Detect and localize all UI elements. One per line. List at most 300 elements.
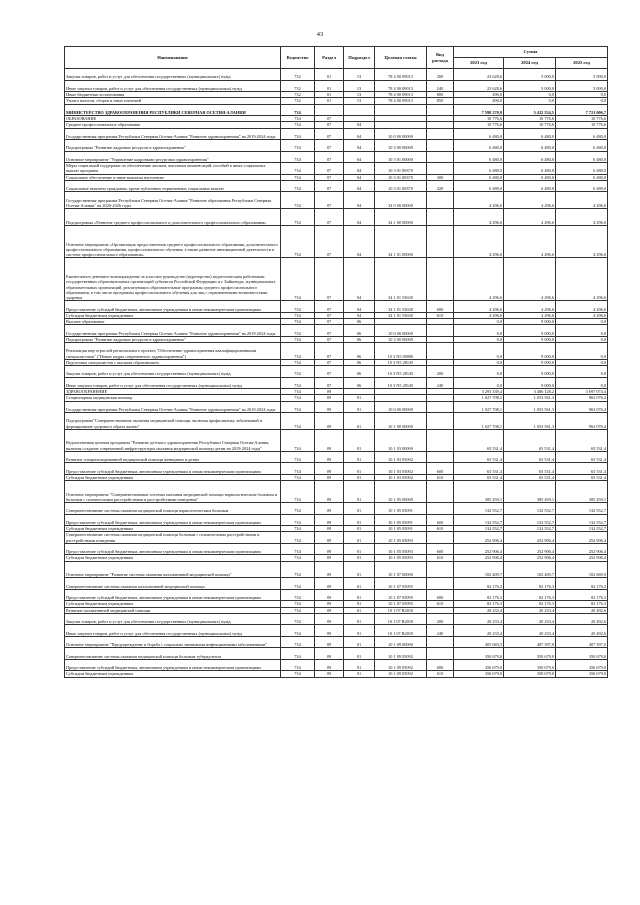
cell-expense-type: 600 bbox=[427, 659, 454, 671]
cell-2024: 385 459,1 bbox=[504, 481, 556, 503]
cell-razdel: 09 bbox=[315, 648, 344, 660]
header-razdel: Раздел bbox=[315, 47, 344, 69]
cell-2024: 65 531,4 bbox=[504, 429, 556, 451]
cell-2023: 10 776,6 bbox=[454, 122, 504, 128]
cell-2023: 6 480,0 bbox=[454, 140, 504, 152]
cell-expense-type bbox=[427, 163, 454, 175]
cell-podrazdel: 04 bbox=[344, 312, 375, 318]
cell-2025: 82 176,3 bbox=[556, 589, 608, 601]
cell-2025: 0,0 bbox=[556, 319, 608, 325]
cell-name: Субсидии бюджетным учреждениям bbox=[65, 312, 281, 318]
cell-vedomstvo: 734 bbox=[281, 429, 315, 451]
cell-vedomstvo: 734 bbox=[281, 174, 315, 180]
cell-target-article: 34 0 00 00000 bbox=[375, 192, 427, 209]
table-row bbox=[65, 163, 608, 175]
cell-target-article: 34 1 00 00000 bbox=[375, 209, 427, 226]
cell-vedomstvo: 734 bbox=[281, 671, 315, 677]
cell-2024: 65 531,4 bbox=[504, 451, 556, 463]
cell-2023: 4 296,6 bbox=[454, 312, 504, 318]
cell-expense-type: 610 bbox=[427, 526, 454, 532]
cell-expense-type bbox=[427, 503, 454, 515]
table-row bbox=[65, 80, 608, 92]
header-2025: 2025 год bbox=[556, 58, 608, 69]
cell-2023: 82 176,3 bbox=[454, 589, 504, 601]
table-row bbox=[65, 413, 608, 430]
cell-name: Социальное обеспечение и иные выплаты населению bbox=[65, 174, 281, 180]
cell-expense-type bbox=[427, 209, 454, 226]
cell-name: ОБРАЗОВАНИЕ bbox=[65, 116, 281, 122]
header-vedomstvo: Ведомство bbox=[281, 47, 315, 69]
cell-razdel: 07 bbox=[315, 128, 344, 140]
cell-target-article: 10 0 00 00000 bbox=[375, 401, 427, 413]
cell-2023: 6 480,0 bbox=[454, 128, 504, 140]
cell-2025: 385 459,1 bbox=[556, 481, 608, 503]
cell-name: Стационарная медицинская помощь bbox=[65, 395, 281, 401]
cell-expense-type: 850 bbox=[427, 98, 454, 104]
cell-vedomstvo: 734 bbox=[281, 312, 315, 318]
cell-name: Субсидии бюджетным учреждениям bbox=[65, 671, 281, 677]
cell-razdel: 07 bbox=[315, 325, 344, 337]
cell-name: Закупка товаров, работ и услуг для обеспечения государственных (муниципальных) нужд bbox=[65, 366, 281, 378]
cell-name: Закупка товаров, работ и услуг для обеспечения государственных (муниципальных) нужд bbox=[65, 613, 281, 625]
cell-2024: 4 296,6 bbox=[504, 301, 556, 313]
cell-target-article: 78 4 00 09013 bbox=[375, 98, 427, 104]
page-number: 43 bbox=[316, 31, 324, 38]
cell-vedomstvo: 734 bbox=[281, 325, 315, 337]
cell-vedomstvo: 734 bbox=[281, 532, 315, 544]
cell-2023: 1 027 708,1 bbox=[454, 401, 504, 413]
cell-2023: 20 233,4 bbox=[454, 613, 504, 625]
cell-expense-type: 800 bbox=[427, 92, 454, 98]
cell-target-article: 10 1 07 R2010 bbox=[375, 613, 427, 625]
cell-2025: 963 076,4 bbox=[556, 395, 608, 401]
table-row bbox=[65, 671, 608, 677]
cell-expense-type bbox=[427, 648, 454, 660]
cell-2023: 4 296,6 bbox=[454, 209, 504, 226]
cell-vedomstvo: 734 bbox=[281, 209, 315, 226]
cell-name: Государственная программа Республики Северная Осетия-Алания "Развитие здравоохранения" на 2019-2024 годы bbox=[65, 128, 281, 140]
cell-name: Основное мероприятие "Предупреждение и борьба с социально значимыми инфекционными заболеваниями" bbox=[65, 636, 281, 648]
cell-podrazdel: 01 bbox=[344, 481, 375, 503]
cell-podrazdel: 04 bbox=[344, 174, 375, 180]
cell-razdel: 09 bbox=[315, 613, 344, 625]
cell-2025: 6 480,0 bbox=[556, 128, 608, 140]
cell-2023: 1 027 708,1 bbox=[454, 413, 504, 430]
cell-2025: 4 296,6 bbox=[556, 209, 608, 226]
cell-expense-type: 240 bbox=[427, 625, 454, 637]
cell-podrazdel: 06 bbox=[344, 336, 375, 342]
cell-razdel: 09 bbox=[315, 671, 344, 677]
cell-2024: 4 296,6 bbox=[504, 225, 556, 258]
cell-2024: 9 000,0 bbox=[504, 343, 556, 360]
table-row bbox=[65, 69, 608, 81]
table-row bbox=[65, 140, 608, 152]
cell-target-article bbox=[375, 104, 427, 116]
cell-target-article: 10 1 07 05095 bbox=[375, 601, 427, 607]
cell-podrazdel: 01 bbox=[344, 671, 375, 677]
cell-razdel: 07 bbox=[315, 174, 344, 180]
cell-2024: 9 000,0 bbox=[504, 325, 556, 337]
cell-name: Развитие специализированной медицинской помощи женщинам и детям bbox=[65, 451, 281, 463]
cell-vedomstvo: 734 bbox=[281, 607, 315, 613]
cell-vedomstvo: 734 bbox=[281, 225, 315, 258]
cell-target-article: 10 1 07 R2010 bbox=[375, 625, 427, 637]
cell-vedomstvo: 734 bbox=[281, 451, 315, 463]
cell-2023: 4 296,6 bbox=[454, 192, 504, 209]
cell-vedomstvo: 734 bbox=[281, 578, 315, 590]
cell-expense-type bbox=[427, 192, 454, 209]
cell-target-article: 10 3 00 00000 bbox=[375, 140, 427, 152]
cell-podrazdel: 04 bbox=[344, 180, 375, 192]
cell-podrazdel: 04 bbox=[344, 122, 375, 128]
cell-vedomstvo: 734 bbox=[281, 389, 315, 395]
cell-podrazdel: 04 bbox=[344, 128, 375, 140]
cell-razdel: 09 bbox=[315, 481, 344, 503]
cell-target-article: 10 1 05 05091 bbox=[375, 526, 427, 532]
table-row bbox=[65, 151, 608, 163]
cell-podrazdel: 01 bbox=[344, 543, 375, 555]
cell-2023: 20 233,4 bbox=[454, 625, 504, 637]
cell-2024: 5 000,0 bbox=[504, 69, 556, 81]
cell-2024: 1 053 561,3 bbox=[504, 413, 556, 430]
cell-podrazdel: 01 bbox=[344, 561, 375, 578]
cell-2024: 252 906,4 bbox=[504, 532, 556, 544]
cell-2024: 6 480,0 bbox=[504, 151, 556, 163]
cell-2024: 102 409,7 bbox=[504, 561, 556, 578]
cell-expense-type: 300 bbox=[427, 174, 454, 180]
cell-podrazdel: 06 bbox=[344, 366, 375, 378]
cell-razdel: 09 bbox=[315, 601, 344, 607]
cell-name: Закупка товаров, работ и услуг для обеспечения государственных (муниципальных) нужд bbox=[65, 69, 281, 81]
cell-2025: 4 296,6 bbox=[556, 192, 608, 209]
cell-2025: 252 906,4 bbox=[556, 555, 608, 561]
cell-name: Реализация мер отраслей регионального проекта "Обеспечение здравоохранения квалифицированными специалистами" ("Новые кадры современного здравоохранения") bbox=[65, 343, 281, 360]
cell-razdel: 07 bbox=[315, 377, 344, 389]
cell-2024: 20 233,4 bbox=[504, 613, 556, 625]
cell-podrazdel: 06 bbox=[344, 343, 375, 360]
cell-razdel: 07 bbox=[315, 163, 344, 175]
cell-podrazdel: 01 bbox=[344, 413, 375, 430]
cell-razdel: 07 bbox=[315, 116, 344, 122]
cell-expense-type: 600 bbox=[427, 543, 454, 555]
cell-2023: 7 598 270,9 bbox=[454, 104, 504, 116]
table-row bbox=[65, 225, 608, 258]
cell-razdel: 09 bbox=[315, 636, 344, 648]
cell-podrazdel: 04 bbox=[344, 225, 375, 258]
cell-podrazdel: 04 bbox=[344, 192, 375, 209]
cell-2025: 4 296,6 bbox=[556, 301, 608, 313]
cell-name: Совершенствование системы оказания медицинской помощи наркологическим больным bbox=[65, 503, 281, 515]
cell-name: Предоставление субсидий бюджетным, автономным учреждениям и иным некоммерческим организациям bbox=[65, 543, 281, 555]
cell-2023: 1 027 708,1 bbox=[454, 395, 504, 401]
cell-razdel: 07 bbox=[315, 151, 344, 163]
cell-podrazdel: 01 bbox=[344, 636, 375, 648]
table-body bbox=[65, 69, 608, 678]
cell-2024: 6 480,0 bbox=[504, 174, 556, 180]
cell-expense-type: 600 bbox=[427, 514, 454, 526]
cell-razdel: 09 bbox=[315, 451, 344, 463]
cell-razdel: 01 bbox=[315, 80, 344, 92]
cell-podrazdel: 06 bbox=[344, 325, 375, 337]
table-row bbox=[65, 561, 608, 578]
cell-2025: 0,0 bbox=[556, 343, 608, 360]
table-row bbox=[65, 301, 608, 313]
cell-podrazdel: 04 bbox=[344, 140, 375, 152]
cell-target-article: 10 3 01 00370 bbox=[375, 163, 427, 175]
cell-vedomstvo: 734 bbox=[281, 301, 315, 313]
cell-podrazdel: 01 bbox=[344, 532, 375, 544]
cell-razdel: 07 bbox=[315, 312, 344, 318]
cell-2025: 5 000,0 bbox=[556, 69, 608, 81]
cell-2023: 6 480,0 bbox=[454, 151, 504, 163]
cell-vedomstvo: 734 bbox=[281, 561, 315, 578]
cell-2024: 9 000,0 bbox=[504, 319, 556, 325]
cell-2023: 132 552,7 bbox=[454, 514, 504, 526]
cell-2025: 82 176,3 bbox=[556, 601, 608, 607]
cell-vedomstvo: 734 bbox=[281, 613, 315, 625]
cell-2023: 490,0 bbox=[454, 98, 504, 104]
cell-podrazdel: 01 bbox=[344, 648, 375, 660]
cell-2023: 6 480,0 bbox=[454, 174, 504, 180]
cell-expense-type bbox=[427, 561, 454, 578]
table-header bbox=[65, 47, 608, 69]
cell-2025: 0,0 bbox=[556, 325, 608, 337]
cell-expense-type: 600 bbox=[427, 301, 454, 313]
cell-target-article: 10 3 01 00370 bbox=[375, 180, 427, 192]
cell-vedomstvo: 734 bbox=[281, 481, 315, 503]
cell-name: Подпрограмма"Совершенствование оказания медицинской помощи, включая профилактику заболеваний и формирование здорового образа жизни" bbox=[65, 413, 281, 430]
cell-2025: 4 296,6 bbox=[556, 225, 608, 258]
table-row bbox=[65, 463, 608, 475]
cell-podrazdel: 01 bbox=[344, 429, 375, 451]
cell-razdel: 09 bbox=[315, 561, 344, 578]
cell-vedomstvo: 734 bbox=[281, 648, 315, 660]
cell-vedomstvo: 734 bbox=[281, 514, 315, 526]
cell-2025: 0,0 bbox=[556, 98, 608, 104]
cell-expense-type bbox=[427, 151, 454, 163]
cell-2025: 252 906,4 bbox=[556, 543, 608, 555]
cell-vedomstvo: 734 bbox=[281, 401, 315, 413]
cell-target-article: 34 1 01 53630 bbox=[375, 301, 427, 313]
cell-2023: 405 683,5 bbox=[454, 636, 504, 648]
cell-expense-type: 200 bbox=[427, 366, 454, 378]
cell-expense-type bbox=[427, 104, 454, 116]
cell-2025: 350 679,0 bbox=[556, 671, 608, 677]
cell-2024: 4 296,6 bbox=[504, 209, 556, 226]
cell-podrazdel: 01 bbox=[344, 474, 375, 480]
cell-target-article: 10 1 03 05002 bbox=[375, 474, 427, 480]
cell-2023: 0,0 bbox=[454, 359, 504, 365]
header-2023: 2023 год bbox=[454, 58, 504, 69]
cell-2024: 132 552,7 bbox=[504, 526, 556, 532]
cell-target-article: 10 3 00 00000 bbox=[375, 336, 427, 342]
cell-2023: 0,0 bbox=[454, 377, 504, 389]
cell-2024: 350 679,0 bbox=[504, 659, 556, 671]
cell-name: Государственная программа Республики Северная Осетия-Алания "Развитие образования Республики Северная Осетия-Алания" на 2020-2026 годы bbox=[65, 192, 281, 209]
cell-razdel: 07 bbox=[315, 122, 344, 128]
table-row bbox=[65, 648, 608, 660]
cell-expense-type bbox=[427, 578, 454, 590]
cell-2024: 6 480,0 bbox=[504, 128, 556, 140]
cell-name: Среднее профессиональное образование bbox=[65, 122, 281, 128]
cell-razdel: 07 bbox=[315, 366, 344, 378]
cell-podrazdel: 04 bbox=[344, 258, 375, 301]
cell-2023: 0,0 bbox=[454, 343, 504, 360]
cell-target-article: 10 1 07 05095 bbox=[375, 589, 427, 601]
cell-2024: 5 000,0 bbox=[504, 80, 556, 92]
cell-2025: 4 296,6 bbox=[556, 258, 608, 301]
cell-2023: 23 628,6 bbox=[454, 69, 504, 81]
cell-target-article: 10 3 N5 28145 bbox=[375, 377, 427, 389]
cell-vedomstvo: 734 bbox=[281, 258, 315, 301]
table-row bbox=[65, 325, 608, 337]
cell-razdel: 09 bbox=[315, 625, 344, 637]
cell-2025: 0,0 bbox=[556, 366, 608, 378]
cell-name: Социальные выплаты гражданам, кроме публичных нормативных социальных выплат bbox=[65, 180, 281, 192]
cell-expense-type bbox=[427, 401, 454, 413]
cell-podrazdel: 01 bbox=[344, 395, 375, 401]
table-row bbox=[65, 589, 608, 601]
cell-podrazdel: 01 bbox=[344, 401, 375, 413]
cell-podrazdel: 01 bbox=[344, 613, 375, 625]
cell-podrazdel: 01 bbox=[344, 451, 375, 463]
cell-expense-type: 610 bbox=[427, 474, 454, 480]
cell-name: Предоставление субсидий бюджетным, автономным учреждениям и иным некоммерческим организациям bbox=[65, 301, 281, 313]
table-row bbox=[65, 451, 608, 463]
cell-podrazdel: 04 bbox=[344, 163, 375, 175]
cell-razdel: 09 bbox=[315, 514, 344, 526]
cell-2025: 132 552,7 bbox=[556, 503, 608, 515]
cell-vedomstvo: 734 bbox=[281, 366, 315, 378]
cell-razdel: 09 bbox=[315, 389, 344, 395]
cell-2024: 65 531,4 bbox=[504, 463, 556, 475]
cell-vedomstvo: 734 bbox=[281, 180, 315, 192]
cell-name: Иные закупки товаров, работ и услуг для обеспечения государственных (муниципальных) нужд bbox=[65, 80, 281, 92]
header-sum: Сумма bbox=[454, 47, 608, 58]
cell-2024: 10 776,6 bbox=[504, 122, 556, 128]
cell-2023: 6 480,0 bbox=[454, 180, 504, 192]
cell-vedomstvo: 734 bbox=[281, 589, 315, 601]
cell-2024: 4 296,6 bbox=[504, 312, 556, 318]
cell-2025: 102 669,9 bbox=[556, 561, 608, 578]
cell-2023: 82 176,3 bbox=[454, 601, 504, 607]
cell-2024: 132 552,7 bbox=[504, 514, 556, 526]
cell-vedomstvo: 734 bbox=[281, 474, 315, 480]
cell-2023: 350 679,0 bbox=[454, 659, 504, 671]
table-row bbox=[65, 503, 608, 515]
cell-target-article: 10 1 07 00000 bbox=[375, 561, 427, 578]
cell-target-article: 10 3 N5 00000 bbox=[375, 343, 427, 360]
cell-expense-type: 240 bbox=[427, 377, 454, 389]
cell-expense-type bbox=[427, 140, 454, 152]
table-row bbox=[65, 343, 608, 360]
cell-2024: 350 679,0 bbox=[504, 671, 556, 677]
cell-name: Основное мероприятие "Совершенствование системы оказания медицинской помощи наркологическим больным и больным с психическими расстройствами и расстройствами поведения" bbox=[65, 481, 281, 503]
cell-vedomstvo: 734 bbox=[281, 319, 315, 325]
cell-2024: 6 480,0 bbox=[504, 163, 556, 175]
cell-2024: 3 486 128,2 bbox=[504, 389, 556, 395]
cell-2025: 65 531,4 bbox=[556, 463, 608, 475]
cell-podrazdel: 06 bbox=[344, 377, 375, 389]
cell-name: Высшее образование bbox=[65, 319, 281, 325]
cell-podrazdel: 13 bbox=[344, 98, 375, 104]
cell-2023: 102 409,7 bbox=[454, 561, 504, 578]
cell-2025: 20 492,6 bbox=[556, 625, 608, 637]
cell-vedomstvo: 734 bbox=[281, 151, 315, 163]
cell-target-article: 10 3 N5 28145 bbox=[375, 359, 427, 365]
cell-expense-type bbox=[427, 532, 454, 544]
cell-podrazdel: 01 bbox=[344, 526, 375, 532]
cell-2024: 4 296,6 bbox=[504, 192, 556, 209]
cell-2024: 10 776,6 bbox=[504, 116, 556, 122]
cell-2024: 1 053 561,3 bbox=[504, 395, 556, 401]
cell-2023: 65 531,4 bbox=[454, 474, 504, 480]
cell-target-article: 10 3 01 00370 bbox=[375, 174, 427, 180]
cell-2023: 132 552,7 bbox=[454, 526, 504, 532]
cell-expense-type: 240 bbox=[427, 80, 454, 92]
cell-name: ЗДРАВООХРАНЕНИЕ bbox=[65, 389, 281, 395]
cell-2025: 350 679,0 bbox=[556, 648, 608, 660]
cell-razdel: 07 bbox=[315, 301, 344, 313]
cell-name: Предоставление субсидий бюджетным, автономным учреждениям и иным некоммерческим организациям bbox=[65, 589, 281, 601]
cell-name: Иные бюджетные ассигнования bbox=[65, 92, 281, 98]
cell-target-article: 10 1 03 05002 bbox=[375, 463, 427, 475]
cell-vedomstvo: 734 bbox=[281, 526, 315, 532]
cell-podrazdel: 06 bbox=[344, 359, 375, 365]
cell-target-article: 10 1 09 05092 bbox=[375, 671, 427, 677]
cell-target-article: 78 4 00 09013 bbox=[375, 80, 427, 92]
cell-name: Подготовка специалистов с высшим образованием bbox=[65, 359, 281, 365]
cell-target-article: 10 1 05 05091 bbox=[375, 503, 427, 515]
cell-2025: 0,0 bbox=[556, 336, 608, 342]
cell-2025: 7 721 006,7 bbox=[556, 104, 608, 116]
cell-target-article: 10 1 05 05093 bbox=[375, 532, 427, 544]
header-target-article: Целевая статья bbox=[375, 47, 427, 69]
cell-razdel: 09 bbox=[315, 659, 344, 671]
cell-2025: 132 552,7 bbox=[556, 514, 608, 526]
cell-2025: 252 906,4 bbox=[556, 532, 608, 544]
header-name: Наименование bbox=[65, 47, 281, 69]
cell-expense-type: 610 bbox=[427, 671, 454, 677]
cell-razdel: 09 bbox=[315, 526, 344, 532]
cell-2025: 65 531,4 bbox=[556, 474, 608, 480]
cell-2023: 490,0 bbox=[454, 92, 504, 98]
cell-vedomstvo: 734 bbox=[281, 636, 315, 648]
table-row bbox=[65, 659, 608, 671]
cell-target-article: 10 1 09 05092 bbox=[375, 659, 427, 671]
cell-2023: 0,0 bbox=[454, 325, 504, 337]
cell-2023: 0,0 bbox=[454, 319, 504, 325]
table-row bbox=[65, 401, 608, 413]
table-row bbox=[65, 429, 608, 451]
cell-vedomstvo: 734 bbox=[281, 192, 315, 209]
cell-2025: 20 492,6 bbox=[556, 613, 608, 625]
cell-name: Совершенствование системы оказания медицинской помощи больным с психическими расстройствами и расстройствами поведения bbox=[65, 532, 281, 544]
cell-podrazdel: 01 bbox=[344, 503, 375, 515]
cell-name: Предоставление субсидий бюджетным, автономным учреждениям и иным некоммерческим организациям bbox=[65, 514, 281, 526]
cell-2024: 20 233,4 bbox=[504, 607, 556, 613]
cell-2023: 3 293 339,4 bbox=[454, 389, 504, 395]
cell-podrazdel: 01 bbox=[344, 463, 375, 475]
cell-razdel: 09 bbox=[315, 555, 344, 561]
cell-podrazdel: 04 bbox=[344, 151, 375, 163]
cell-name: Субсидии бюджетным учреждениям bbox=[65, 601, 281, 607]
cell-name: Субсидии бюджетным учреждениям bbox=[65, 474, 281, 480]
table-row bbox=[65, 104, 608, 116]
table-row bbox=[65, 543, 608, 555]
cell-2025: 0,0 bbox=[556, 359, 608, 365]
cell-target-article: 10 1 05 05091 bbox=[375, 514, 427, 526]
